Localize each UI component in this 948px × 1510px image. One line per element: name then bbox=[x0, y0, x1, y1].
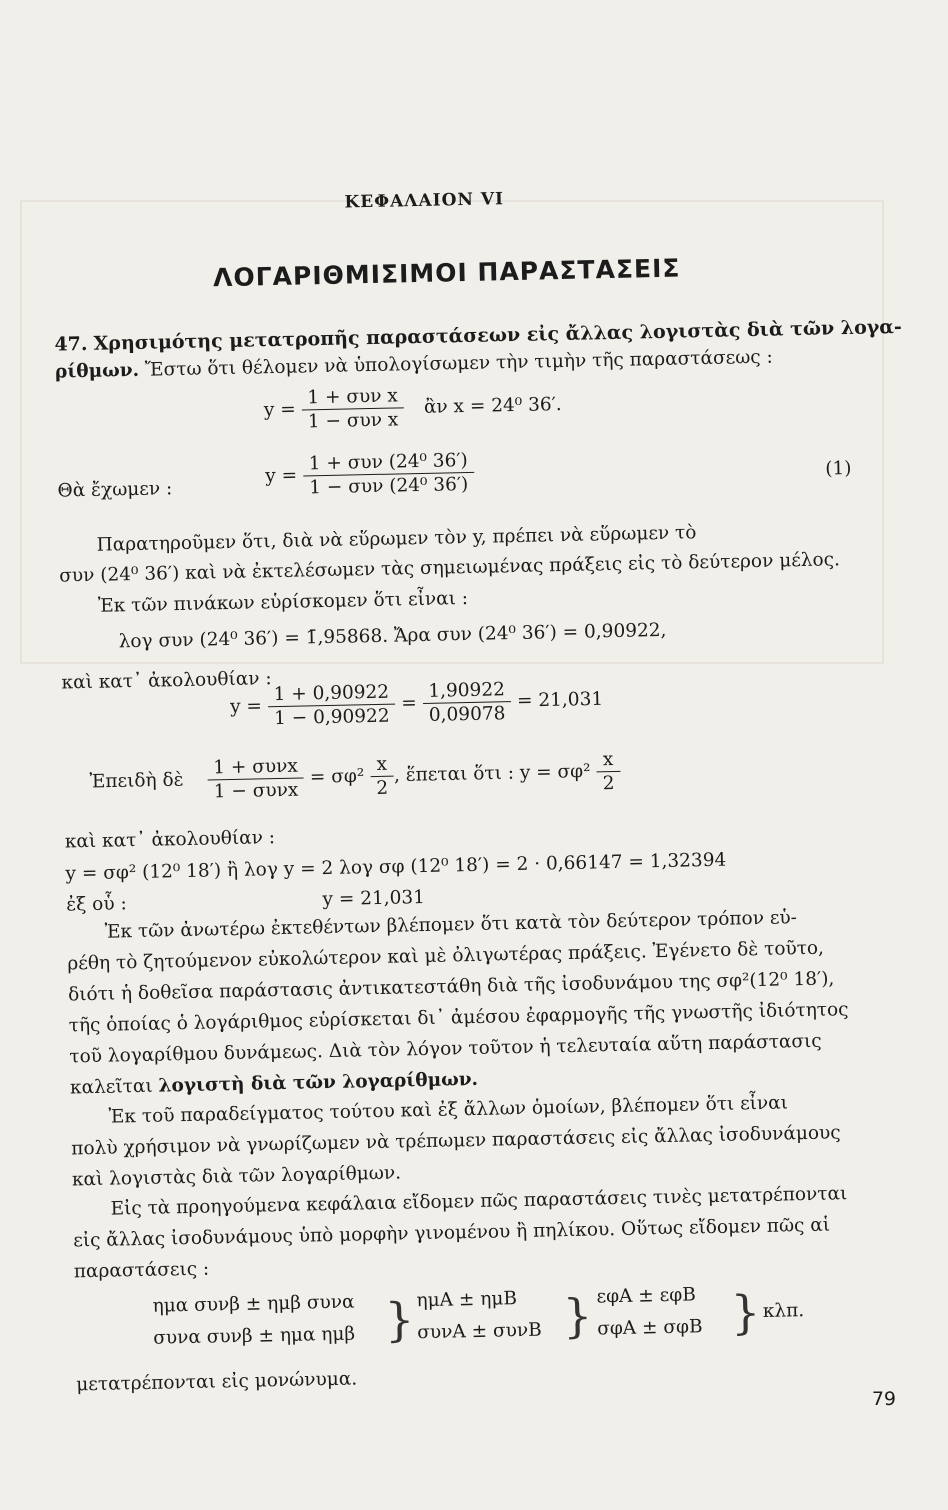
numerator: x bbox=[596, 749, 620, 772]
text-line: τοῦ λογαρίθμου δυνάμεως. Διὰ τὸν λόγον τοῦτον ἡ τελευταία αὕτη παράστασις bbox=[69, 1030, 822, 1068]
etc-text: κλπ. bbox=[762, 1300, 805, 1322]
denominator: 1 − συνx bbox=[213, 779, 299, 803]
equation-3 bbox=[230, 677, 604, 730]
cot-squared: = σφ² bbox=[309, 765, 365, 788]
denominator: 0,09078 bbox=[428, 703, 506, 726]
eq-lhs: y = bbox=[265, 465, 298, 487]
text-line: διότι ἡ δοθεῖσα παράστασις ἀντικατεστάθη διὰ τῆς ἰσοδυνάμου της σφ²(12⁰ 18′), bbox=[67, 968, 835, 1006]
text-line: μετατρέπονται εἰς μονώνυμα. bbox=[76, 1368, 358, 1396]
half-angle-fraction bbox=[370, 754, 395, 799]
text-line: παραστάσεις : bbox=[73, 1258, 210, 1283]
numerator: 1 + συν (24⁰ 36′) bbox=[303, 450, 475, 477]
fraction bbox=[207, 755, 305, 802]
formula: εφΑ ± εφΒ bbox=[596, 1284, 697, 1308]
section-title: Χρησιμότης μετατροπῆς παραστάσεων εἰς ἄλλας λογιστὰς διὰ τῶν λογα- bbox=[93, 315, 903, 355]
denominator: 1 − 0,90922 bbox=[273, 705, 390, 730]
equation-tag: (1) bbox=[825, 457, 852, 480]
eq-lhs: y = bbox=[263, 399, 296, 421]
text-line: Ἐκ τῶν ἀνωτέρω ἐκτεθέντων βλέπομεν ὅτι κατὰ τὸν δεύτερον τρόπον εὑ- bbox=[104, 907, 798, 943]
brace-icon: } bbox=[730, 1285, 761, 1340]
text-line: Παρατηροῦμεν ὅτι, διὰ νὰ εὕρωμεν τὸν y, πρέπει νὰ εὕρωμεν τὸ bbox=[96, 522, 697, 556]
equals: = bbox=[401, 692, 417, 714]
text-line: Ἐκ τοῦ παραδείγματος τούτου καὶ ἐξ ἄλλων ὁμοίων, βλέπομεν ὅτι εἶναι bbox=[108, 1092, 789, 1128]
text-line: καὶ κατ᾽ ἀκολουθίαν : bbox=[61, 668, 272, 694]
text: ἐξ οὗ : bbox=[65, 893, 127, 916]
formula: ημΑ ± ημΒ bbox=[416, 1288, 518, 1312]
denominator: 1 − συν x bbox=[307, 409, 399, 433]
section-heading bbox=[54, 316, 902, 356]
equation-4 bbox=[89, 749, 621, 805]
section-number: 47. bbox=[54, 332, 88, 356]
section-title-end: ρίθμων. bbox=[54, 359, 140, 383]
conclusion: , ἕπεται ὅτι : y = σφ² bbox=[393, 760, 591, 787]
brace-icon: } bbox=[562, 1288, 593, 1344]
condition: ἂν x = 24⁰ 36′. bbox=[423, 393, 562, 418]
text-line: συν (24⁰ 36′) καὶ νὰ ἐκτελέσωμεν τὰς σημειωμένας πράξεις εἰς τὸ δεύτερον μέλος. bbox=[59, 549, 841, 587]
half-angle-fraction bbox=[596, 749, 621, 794]
equation-2 bbox=[265, 450, 475, 499]
formula: συνΑ ± συνΒ bbox=[417, 1319, 542, 1344]
numerator: 1 + συν x bbox=[301, 385, 404, 410]
text-line bbox=[66, 887, 425, 916]
text-line: Ἐκ τῶν πινάκων εὑρίσκομεν ὅτι εἶναι : bbox=[97, 588, 469, 617]
chapter-title: ΛΟΓΑΡΙΘΜΙΣΙΜΟΙ ΠΑΡΑΣΤΑΣΕΙΣ bbox=[212, 253, 681, 293]
formula: ημα συνβ ± ημβ συνα bbox=[152, 1291, 355, 1317]
denominator: 1 − συν (24⁰ 36′) bbox=[309, 473, 469, 499]
text-line: τῆς ὁποίας ὁ λογάριθμος εὑρίσκεται δι᾽ ἀμέσου ἐφαρμογῆς τῆς γνωστῆς ἰδιότητος bbox=[68, 999, 849, 1037]
fraction bbox=[422, 679, 511, 726]
text-line: καὶ λογιστὰς διὰ τῶν λογαρίθμων. bbox=[71, 1162, 402, 1191]
formula-group bbox=[152, 1281, 853, 1360]
numerator: 1 + 0,90922 bbox=[267, 682, 395, 708]
chapter-heading: ΚΕΦΑΛΑΙΟΝ VI bbox=[344, 189, 505, 213]
text-line: Εἰς τὰ προηγούμενα κεφάλαια εἴδομεν πῶς παραστάσεις τινὲς μετατρέπονται bbox=[110, 1183, 848, 1220]
equation-5: y = σφ² (12⁰ 18′) ἢ λογ y = 2 λογ σφ (12⁰ 18′) = 2 · 0,66147 = 1,32394 bbox=[65, 849, 727, 885]
numerator: 1,90922 bbox=[422, 679, 511, 704]
formula: συνα συνβ ± ημα ημβ bbox=[153, 1323, 356, 1349]
denominator: 2 bbox=[602, 772, 615, 795]
equation-1 bbox=[263, 382, 562, 433]
intro-text: Ἔστω ὅτι θέλομεν νὰ ὑπολογίσωμεν τὴν τιμὴν τῆς παραστάσεως : bbox=[144, 346, 774, 381]
text: καλεῖται bbox=[69, 1075, 153, 1099]
formula: σφΑ ± σφΒ bbox=[596, 1316, 703, 1340]
result: = 21,031 bbox=[516, 688, 604, 712]
text-line: Θὰ ἔχωμεν : bbox=[57, 478, 173, 502]
brace-icon: } bbox=[384, 1292, 415, 1347]
denominator: 2 bbox=[376, 777, 389, 799]
eq-lhs: y = bbox=[229, 695, 263, 718]
result: y = 21,031 bbox=[322, 886, 426, 911]
text-line: ρέθη τὸ ζητούμενον εὐκολώτερον καὶ μὲ ὀλιγωτέρας πράξεις. Ἐγένετο δὲ τοῦτο, bbox=[67, 937, 825, 975]
text-line: πολὺ χρήσιμον νὰ γνωρίζωμεν νὰ τρέπωμεν παραστάσεις εἰς ἄλλας ἰσοδυνάμους bbox=[71, 1122, 841, 1160]
text-line: καὶ κατ᾽ ἀκολουθίαν : bbox=[64, 827, 276, 853]
fraction bbox=[303, 450, 475, 499]
text-line: λογ συν (24⁰ 36′) = 1̄,95868. Ἄρα συν (24⁰ 36′) = 0,90922, bbox=[118, 619, 667, 653]
numerator: x bbox=[370, 754, 394, 777]
text-line bbox=[70, 1069, 478, 1099]
fraction bbox=[267, 682, 395, 730]
numerator: 1 + συνx bbox=[207, 755, 304, 780]
text-line: εἰς ἄλλας ἰσοδυνάμους ὑπὸ μορφὴν γινομένου ἢ πηλίκου. Οὕτως εἴδομεν πῶς αἱ bbox=[73, 1214, 831, 1252]
text: Ἐπειδὴ δὲ bbox=[89, 769, 184, 793]
page-number: 79 bbox=[871, 1388, 896, 1410]
term: λογιστὴ διὰ τῶν λογαρίθμων. bbox=[158, 1068, 479, 1097]
fraction bbox=[301, 385, 404, 432]
